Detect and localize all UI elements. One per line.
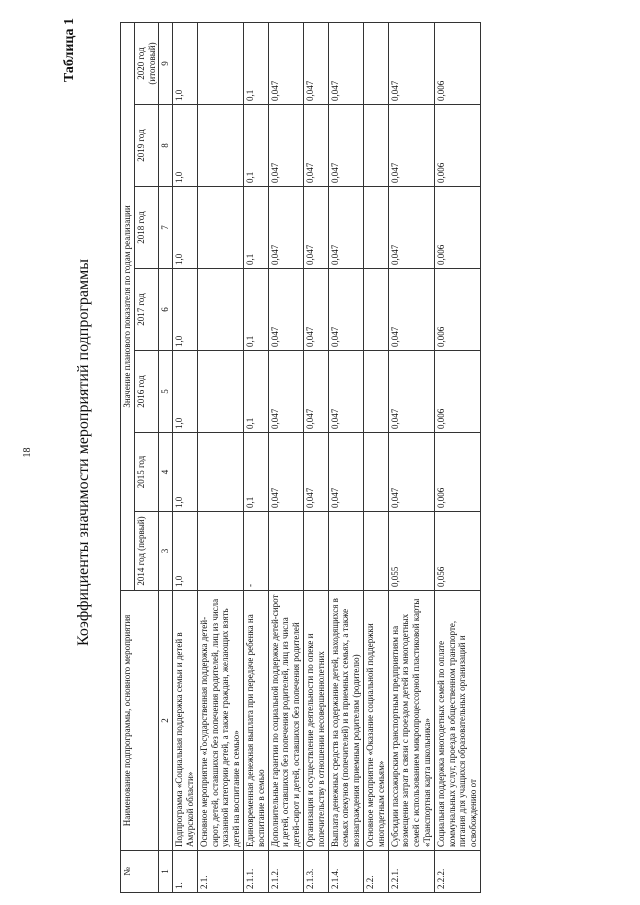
row-value: 0,047 bbox=[388, 187, 434, 269]
row-number: 2.2. bbox=[363, 851, 388, 893]
row-value: 1,0 bbox=[173, 512, 198, 591]
row-value: 0,047 bbox=[328, 269, 363, 351]
row-number: 2.2.1. bbox=[388, 851, 434, 893]
row-value: 0,047 bbox=[303, 433, 328, 512]
row-value: 1,0 bbox=[173, 269, 198, 351]
row-value: 0,006 bbox=[434, 269, 480, 351]
row-value: 0,006 bbox=[434, 351, 480, 433]
row-value: 0,047 bbox=[328, 351, 363, 433]
row-value: 0,047 bbox=[303, 269, 328, 351]
row-value: 1,0 bbox=[173, 105, 198, 187]
column-number: 7 bbox=[159, 187, 173, 269]
row-value bbox=[197, 433, 243, 512]
row-value: 0,047 bbox=[268, 187, 303, 269]
row-value: 0,055 bbox=[388, 512, 434, 591]
table-row bbox=[388, 23, 434, 893]
row-value bbox=[363, 351, 388, 433]
row-name: Единовременная денежная выплата при передаче ребенка на воспитание в семью bbox=[243, 591, 268, 851]
column-number: 8 bbox=[159, 105, 173, 187]
header-year-group: Значение планового показателя по годам реализации bbox=[121, 23, 135, 591]
row-name: Субсидии пассажирским транспортным предприятиям на возмещение затрат в связи с проездом детей из многодетных семей с использованием микропроцессорной пластиковой карты «Транспортная карта школьника» bbox=[388, 591, 434, 851]
row-value: 0,047 bbox=[328, 23, 363, 105]
coefficients-table bbox=[120, 22, 481, 893]
row-value: 0,1 bbox=[243, 351, 268, 433]
row-value: 0,1 bbox=[243, 187, 268, 269]
row-value: 0,006 bbox=[434, 433, 480, 512]
table-row bbox=[268, 23, 303, 893]
row-value: 0,047 bbox=[268, 269, 303, 351]
row-value: 0,047 bbox=[303, 105, 328, 187]
table-row bbox=[303, 23, 328, 893]
row-name: Основное мероприятие «Государственная поддержка детей-сирот, детей, оставшихся без попечения родителей, лиц из числа указанной категории детей, а также граждан, желающих взять детей на воспитание в семью» bbox=[197, 591, 243, 851]
row-value: 0,006 bbox=[434, 23, 480, 105]
row-name: Подпрограмма «Социальная поддержка семьи и детей в Амурской области» bbox=[173, 591, 198, 851]
row-number: 1. bbox=[173, 851, 198, 893]
row-value bbox=[303, 512, 328, 591]
row-value: 0,1 bbox=[243, 433, 268, 512]
header-year: 2018 год bbox=[134, 187, 159, 269]
row-value: 0,1 bbox=[243, 269, 268, 351]
row-value: 0,047 bbox=[303, 187, 328, 269]
table-label: Таблица 1 bbox=[62, 18, 77, 83]
row-value bbox=[197, 269, 243, 351]
row-number: 2.1.1. bbox=[243, 851, 268, 893]
row-number: 2.1.4. bbox=[328, 851, 363, 893]
column-number: 4 bbox=[159, 433, 173, 512]
column-number: 9 bbox=[159, 23, 173, 105]
table-row bbox=[328, 23, 363, 893]
page-number: 18 bbox=[22, 447, 33, 458]
row-value: 0,047 bbox=[268, 433, 303, 512]
row-value bbox=[363, 105, 388, 187]
row-name: Дополнительные гарантии по социальной поддержке детей-сирот и детей, оставшихся без попечения родителей, лиц из числа детей-сирот и детей, оставшихся без попечения родителей bbox=[268, 591, 303, 851]
column-number: 5 bbox=[159, 351, 173, 433]
row-value bbox=[363, 187, 388, 269]
column-number: 6 bbox=[159, 269, 173, 351]
row-value: 0,047 bbox=[268, 351, 303, 433]
row-number: 2.1. bbox=[197, 851, 243, 893]
header-year: 2015 год bbox=[134, 433, 159, 512]
header-year: 2016 год bbox=[134, 351, 159, 433]
row-number: 2.2.2. bbox=[434, 851, 480, 893]
table-row bbox=[434, 23, 480, 893]
header-name: Наименование подпрограммы, основного мероприятия bbox=[121, 591, 159, 851]
row-value bbox=[197, 187, 243, 269]
row-value bbox=[328, 512, 363, 591]
row-value: 0,006 bbox=[434, 187, 480, 269]
row-value: 1,0 bbox=[173, 351, 198, 433]
row-value: 0,047 bbox=[268, 23, 303, 105]
table-row bbox=[243, 23, 268, 893]
row-value bbox=[197, 105, 243, 187]
row-value bbox=[268, 512, 303, 591]
row-value: 0,047 bbox=[303, 351, 328, 433]
header-year: 2020 год (итоговый) bbox=[134, 23, 159, 105]
row-name: Социальная поддержка многодетных семей по оплате коммунальных услуг, проезда в общественном транспорте, питания для учащихся образовательных организаций и освобождению от bbox=[434, 591, 480, 851]
row-value bbox=[197, 351, 243, 433]
row-value: 0,047 bbox=[328, 187, 363, 269]
column-numbering-row bbox=[159, 23, 173, 893]
row-value: 0,047 bbox=[388, 105, 434, 187]
row-value bbox=[197, 512, 243, 591]
row-value: 1,0 bbox=[173, 23, 198, 105]
row-value: - bbox=[243, 512, 268, 591]
header-year: 2019 год bbox=[134, 105, 159, 187]
header-num: № bbox=[121, 851, 159, 893]
header-year: 2014 год (первый) bbox=[134, 512, 159, 591]
row-number: 2.1.2. bbox=[268, 851, 303, 893]
table-row bbox=[173, 23, 198, 893]
table-row bbox=[197, 23, 243, 893]
row-value: 0,047 bbox=[388, 351, 434, 433]
document-title: Коэффициенты значимости мероприятий подпрограммы bbox=[75, 259, 92, 647]
row-value: 1,0 bbox=[173, 187, 198, 269]
row-number: 2.1.3. bbox=[303, 851, 328, 893]
row-value: 0,047 bbox=[268, 105, 303, 187]
row-value: 0,047 bbox=[388, 23, 434, 105]
row-value: 0,047 bbox=[328, 433, 363, 512]
row-value: 0,006 bbox=[434, 105, 480, 187]
row-name: Выплата денежных средств на содержание детей, находящихся в семьях опекунов (попечителей) и в приемных семьях, а также вознаграждения приемным родителям (родителю) bbox=[328, 591, 363, 851]
row-value: 0,1 bbox=[243, 105, 268, 187]
row-value bbox=[363, 433, 388, 512]
row-value: 1,0 bbox=[173, 433, 198, 512]
row-value: 0,047 bbox=[303, 23, 328, 105]
row-name: Основное мероприятие «Оказание социальной поддержки многодетным семьям» bbox=[363, 591, 388, 851]
row-value: 0,047 bbox=[328, 105, 363, 187]
row-value bbox=[363, 512, 388, 591]
column-number: 2 bbox=[159, 591, 173, 851]
header-year: 2017 год bbox=[134, 269, 159, 351]
row-value bbox=[197, 23, 243, 105]
row-value bbox=[363, 23, 388, 105]
row-value: 0,1 bbox=[243, 23, 268, 105]
row-value bbox=[363, 269, 388, 351]
column-number: 1 bbox=[159, 851, 173, 893]
row-value: 0,056 bbox=[434, 512, 480, 591]
table-row bbox=[363, 23, 388, 893]
row-value: 0,047 bbox=[388, 433, 434, 512]
row-value: 0,047 bbox=[388, 269, 434, 351]
row-name: Организация и осуществление деятельности по опеке и попечительству в отношении несовершеннолетних bbox=[303, 591, 328, 851]
column-number: 3 bbox=[159, 512, 173, 591]
